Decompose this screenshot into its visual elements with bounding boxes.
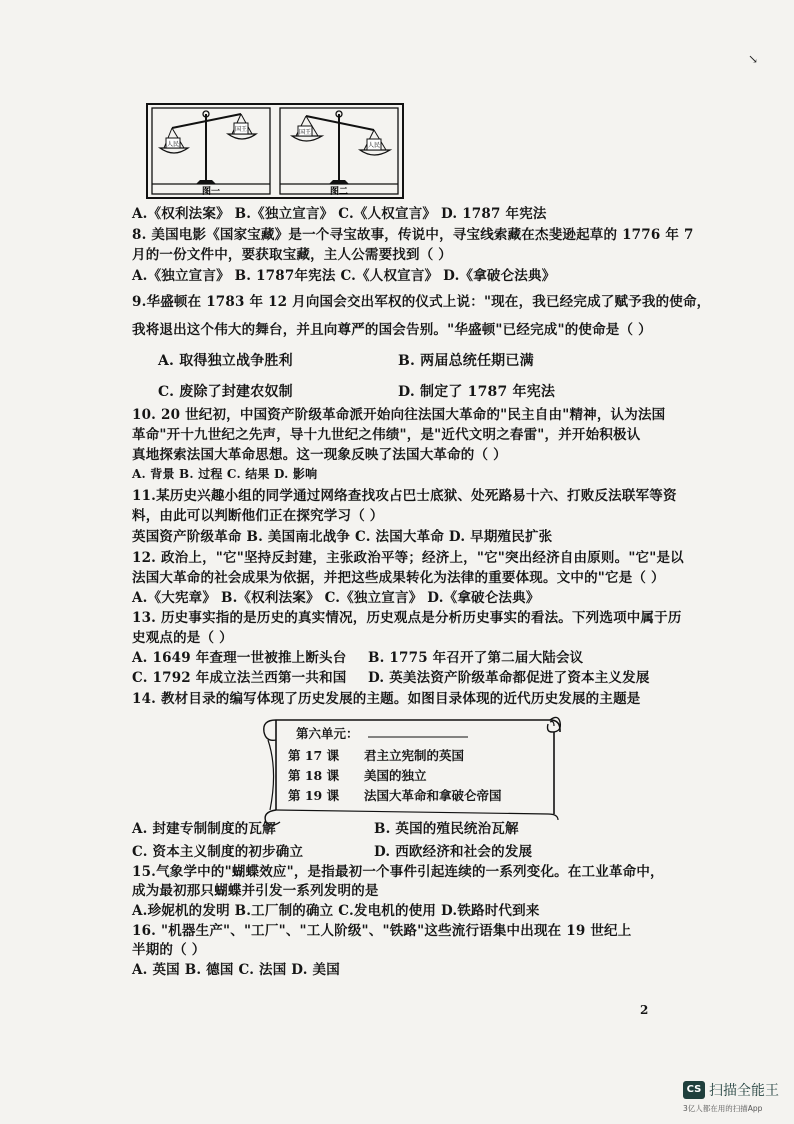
q15-options: A.珍妮机的发明 B.工厂制的确立 C.发电机的使用 D.铁路时代到来 bbox=[132, 903, 540, 919]
catalog-lesson-19: 第 19 课 bbox=[288, 788, 340, 803]
page-number: 2 bbox=[640, 1003, 649, 1017]
q13-stem-line-2: 史观点的是（ ） bbox=[132, 630, 233, 646]
q11-stem-line-2: 料，由此可以判断他们正在探究学习（ ） bbox=[132, 508, 384, 524]
q7-options: A.《权利法案》 B.《独立宣言》 C.《人权宣言》 D. 1787 年宪法 bbox=[132, 206, 547, 222]
q13-stem-line-1: 13. 历史事实指的是历史的真实情况，历史观点是分析历史事实的看法。下列选项中属于历 bbox=[132, 610, 682, 626]
q9-stem-line-1: 9.华盛顿在 1783 年 12 月向国会交出军权的仪式上说："现在，我已经完成了赋予我的使命， bbox=[132, 294, 711, 310]
catalog-scroll bbox=[258, 710, 564, 828]
catalog-title-19: 法国大革命和拿破仑帝国 bbox=[364, 788, 502, 803]
q14-stem: 14. 教材目录的编写体现了历史发展的主题。如图目录体现的近代历史发展的主题是 bbox=[132, 691, 641, 707]
figure-2-caption: 图二 bbox=[329, 187, 349, 197]
q10-stem-line-2: 革命"开十九世纪之先声，导十九世纪之伟绩"，是"近代文明之春雷"，并开始积极认 bbox=[132, 427, 641, 443]
q9-option-b: B. 两届总统任期已满 bbox=[398, 353, 534, 369]
fig2-high-pan-label: 国王 bbox=[298, 129, 312, 136]
q9-option-c: C. 废除了封建农奴制 bbox=[158, 384, 293, 400]
q12-stem-line-2: 法国大革命的社会成果为依据，并把这些成果转化为法律的重要体现。文中的"它是（ ） bbox=[132, 570, 665, 586]
q8-options: A.《独立宣言》 B. 1787年宪法 C.《人权宣言》 D.《拿破仑法典》 bbox=[132, 268, 556, 284]
balance-scale-diagram bbox=[146, 100, 404, 200]
balance-scale-figure bbox=[146, 100, 404, 200]
q14-option-b: B. 英国的殖民统治瓦解 bbox=[374, 821, 519, 837]
q10-stem-line-1: 10. 20 世纪初，中国资产阶级革命派开始向往法国大革命的"民主自由"精神，认为法国 bbox=[132, 407, 666, 423]
q9-option-d: D. 制定了 1787 年宪法 bbox=[398, 384, 556, 400]
catalog-lesson-18: 第 18 课 bbox=[288, 768, 340, 783]
fig1-high-pan-label: 国王 bbox=[234, 126, 248, 133]
q16-options: A. 英国 B. 德国 C. 法国 D. 美国 bbox=[132, 962, 340, 978]
fig2-low-pan-label: 人民 bbox=[367, 142, 381, 149]
q15-stem-line-2: 成为最初那只蝴蝶并引发一系列发明的是 bbox=[132, 883, 379, 899]
corner-mark: ↘ bbox=[748, 52, 759, 66]
q13-option-d: D. 英美法资产阶级革命都促进了资本主义发展 bbox=[368, 670, 650, 686]
q10-stem-line-3: 真地探索法国大革命思想。这一现象反映了法国大革命的（ ） bbox=[132, 447, 507, 463]
q13-option-b: B. 1775 年召开了第二届大陆会议 bbox=[368, 650, 584, 666]
figure-1-caption: 图一 bbox=[201, 187, 221, 197]
q13-option-c: C. 1792 年成立法兰西第一共和国 bbox=[132, 670, 347, 686]
q9-stem-line-2: 我将退出这个伟大的舞台，并且向尊严的国会告别。"华盛顿"已经完成"的使命是（ ） bbox=[132, 322, 652, 338]
watermark-app-name: 扫描全能王 bbox=[709, 1083, 779, 1099]
scanner-watermark bbox=[683, 1079, 793, 1119]
q14-option-a: A. 封建专制制度的瓦解 bbox=[132, 821, 276, 837]
fig1-low-pan-label: 人民 bbox=[166, 141, 180, 148]
watermark-tagline: 3亿人都在用的扫描App bbox=[683, 1104, 763, 1113]
q15-stem-line-1: 15.气象学中的"蝴蝶效应"，是指最初一个事件引起连续的一系列变化。在工业革命中， bbox=[132, 864, 664, 880]
q8-stem-line-1: 8. 美国电影《国家宝藏》是一个寻宝故事，传说中，寻宝线索藏在杰斐逊起草的 1776 年 7 bbox=[132, 227, 694, 243]
q12-stem-line-1: 12. 政治上，"它"坚持反封建，主张政治平等；经济上，"它"突出经济自由原则。"它"是以 bbox=[132, 550, 684, 566]
q13-option-a: A. 1649 年查理一世被推上断头台 bbox=[132, 650, 347, 666]
q14-option-c: C. 资本主义制度的初步确立 bbox=[132, 844, 304, 860]
catalog-lesson-17: 第 17 课 bbox=[288, 748, 340, 763]
q14-option-d: D. 西欧经济和社会的发展 bbox=[374, 844, 533, 860]
q12-options: A.《大宪章》 B.《权利法案》 C.《独立宣言》 D.《拿破仑法典》 bbox=[132, 590, 540, 606]
catalog-heading: 第六单元： bbox=[296, 726, 359, 741]
q11-stem-line-1: 11.某历史兴趣小组的同学通过网络查找攻占巴士底狱、处死路易十六、打败反法联军等资 bbox=[132, 488, 677, 504]
q16-stem-line-2: 半期的（ ） bbox=[132, 942, 206, 958]
catalog-title-17: 君主立宪制的英国 bbox=[364, 748, 465, 763]
q8-stem-line-2: 月的一份文件中，要获取宝藏，主人公需要找到（ ） bbox=[132, 247, 452, 263]
catalog-title-18: 美国的独立 bbox=[364, 768, 427, 783]
q11-options: 英国资产阶级革命 B. 美国南北战争 C. 法国大革命 D. 早期殖民扩张 bbox=[132, 529, 553, 545]
cs-logo-icon: CS bbox=[683, 1081, 705, 1099]
q10-options: A. 背景 B. 过程 C. 结果 D. 影响 bbox=[132, 467, 318, 481]
q16-stem-line-1: 16. "机器生产"、"工厂"、"工人阶级"、"铁路"这些流行语集中出现在 19 世纪上 bbox=[132, 923, 632, 939]
q9-option-a: A. 取得独立战争胜利 bbox=[158, 353, 293, 369]
